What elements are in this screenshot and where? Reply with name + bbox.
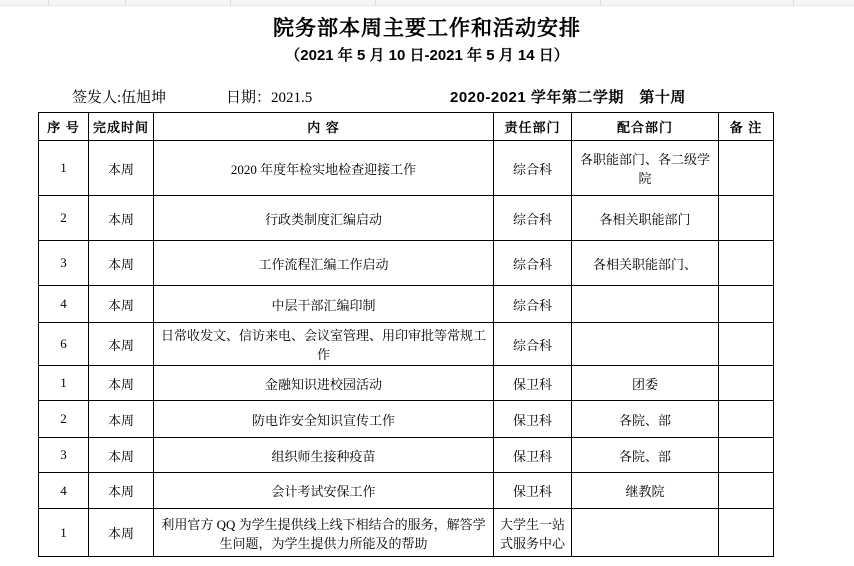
cell-序号: 1	[39, 141, 89, 196]
cell-责任部门: 保卫科	[494, 366, 572, 401]
semester-week-label: 2020-2021 学年第二学期 第十周	[450, 89, 686, 106]
cell-内容: 防电诈安全知识宣传工作	[154, 401, 494, 438]
cell-完成时间: 本周	[89, 323, 154, 366]
cell-备注	[719, 401, 774, 438]
cell-内容: 日常收发文、信访来电、会议室管理、用印审批等常规工作	[154, 323, 494, 366]
cell-序号: 1	[39, 366, 89, 401]
cell-完成时间: 本周	[89, 196, 154, 241]
cell-责任部门: 综合科	[494, 141, 572, 196]
cell-配合部门: 继教院	[572, 473, 719, 509]
cell-配合部门	[572, 286, 719, 323]
cell-备注	[719, 286, 774, 323]
cell-序号: 3	[39, 438, 89, 473]
cell-责任部门: 综合科	[494, 241, 572, 286]
date-label: 日期：2021.5	[226, 90, 313, 106]
table-row	[39, 509, 774, 557]
cell-完成时间: 本周	[89, 286, 154, 323]
cell-内容: 利用官方 QQ 为学生提供线上线下相结合的服务，解答学生问题，为学生提供力所能及的帮助	[154, 509, 494, 557]
grid-tick	[230, 0, 231, 6]
grid-tick	[125, 0, 126, 6]
table-row	[39, 323, 774, 366]
cell-配合部门	[572, 323, 719, 366]
cell-内容: 组织师生接种疫苗	[154, 438, 494, 473]
cell-序号: 3	[39, 241, 89, 286]
cell-责任部门: 保卫科	[494, 438, 572, 473]
header-no: 序 号	[39, 113, 89, 141]
cell-责任部门: 综合科	[494, 286, 572, 323]
cell-配合部门: 各院、部	[572, 401, 719, 438]
cell-责任部门: 保卫科	[494, 401, 572, 438]
grid-tick	[600, 0, 601, 6]
cell-配合部门	[572, 509, 719, 557]
cell-配合部门: 各相关职能部门	[572, 196, 719, 241]
grid-tick	[48, 0, 49, 6]
cell-序号: 4	[39, 473, 89, 509]
cell-责任部门: 保卫科	[494, 473, 572, 509]
cell-完成时间: 本周	[89, 401, 154, 438]
grid-tick	[375, 0, 376, 6]
cell-完成时间: 本周	[89, 141, 154, 196]
table-row	[39, 473, 774, 509]
cell-完成时间: 本周	[89, 509, 154, 557]
cell-备注	[719, 323, 774, 366]
cell-责任部门: 综合科	[494, 323, 572, 366]
cell-内容: 会计考试安保工作	[154, 473, 494, 509]
cell-配合部门: 各相关职能部门、	[572, 241, 719, 286]
cell-配合部门: 各职能部门、各二级学院	[572, 141, 719, 196]
cell-完成时间: 本周	[89, 438, 154, 473]
document-title: 院务部本周主要工作和活动安排	[273, 17, 581, 40]
table-header-row	[39, 113, 774, 141]
cell-备注	[719, 141, 774, 196]
header-coop: 配合部门	[572, 113, 719, 141]
table-row	[39, 401, 774, 438]
header-content: 内 容	[154, 113, 494, 141]
table-row	[39, 438, 774, 473]
cell-完成时间: 本周	[89, 241, 154, 286]
cell-责任部门: 综合科	[494, 196, 572, 241]
cell-配合部门: 团委	[572, 366, 719, 401]
cell-配合部门: 各院、部	[572, 438, 719, 473]
cell-备注	[719, 196, 774, 241]
cell-备注	[719, 473, 774, 509]
cell-备注	[719, 438, 774, 473]
cell-序号: 4	[39, 286, 89, 323]
meta-row	[0, 86, 854, 108]
signer-label: 签发人:伍旭坤	[72, 90, 167, 106]
grid-tick	[793, 0, 794, 6]
cell-备注	[719, 241, 774, 286]
work-schedule-table	[38, 112, 774, 557]
header-time: 完成时间	[89, 113, 154, 141]
cell-备注	[719, 366, 774, 401]
cell-内容: 中层干部汇编印制	[154, 286, 494, 323]
table-row	[39, 141, 774, 196]
top-edge-strip	[0, 0, 854, 6]
cell-内容: 金融知识进校园活动	[154, 366, 494, 401]
table-row	[39, 196, 774, 241]
cell-备注	[719, 509, 774, 557]
cell-内容: 工作流程汇编工作启动	[154, 241, 494, 286]
cell-责任部门: 大学生一站式服务中心	[494, 509, 572, 557]
table-row	[39, 241, 774, 286]
cell-序号: 1	[39, 509, 89, 557]
document-date-range: （2021 年 5 月 10 日-2021 年 5 月 14 日）	[285, 47, 569, 64]
cell-内容: 行政类制度汇编启动	[154, 196, 494, 241]
cell-内容: 2020 年度年检实地检查迎接工作	[154, 141, 494, 196]
cell-完成时间: 本周	[89, 473, 154, 509]
cell-完成时间: 本周	[89, 366, 154, 401]
table-row	[39, 366, 774, 401]
cell-序号: 2	[39, 196, 89, 241]
header-dept: 责任部门	[494, 113, 572, 141]
header-note: 备 注	[719, 113, 774, 141]
table-row	[39, 286, 774, 323]
cell-序号: 2	[39, 401, 89, 438]
cell-序号: 6	[39, 323, 89, 366]
